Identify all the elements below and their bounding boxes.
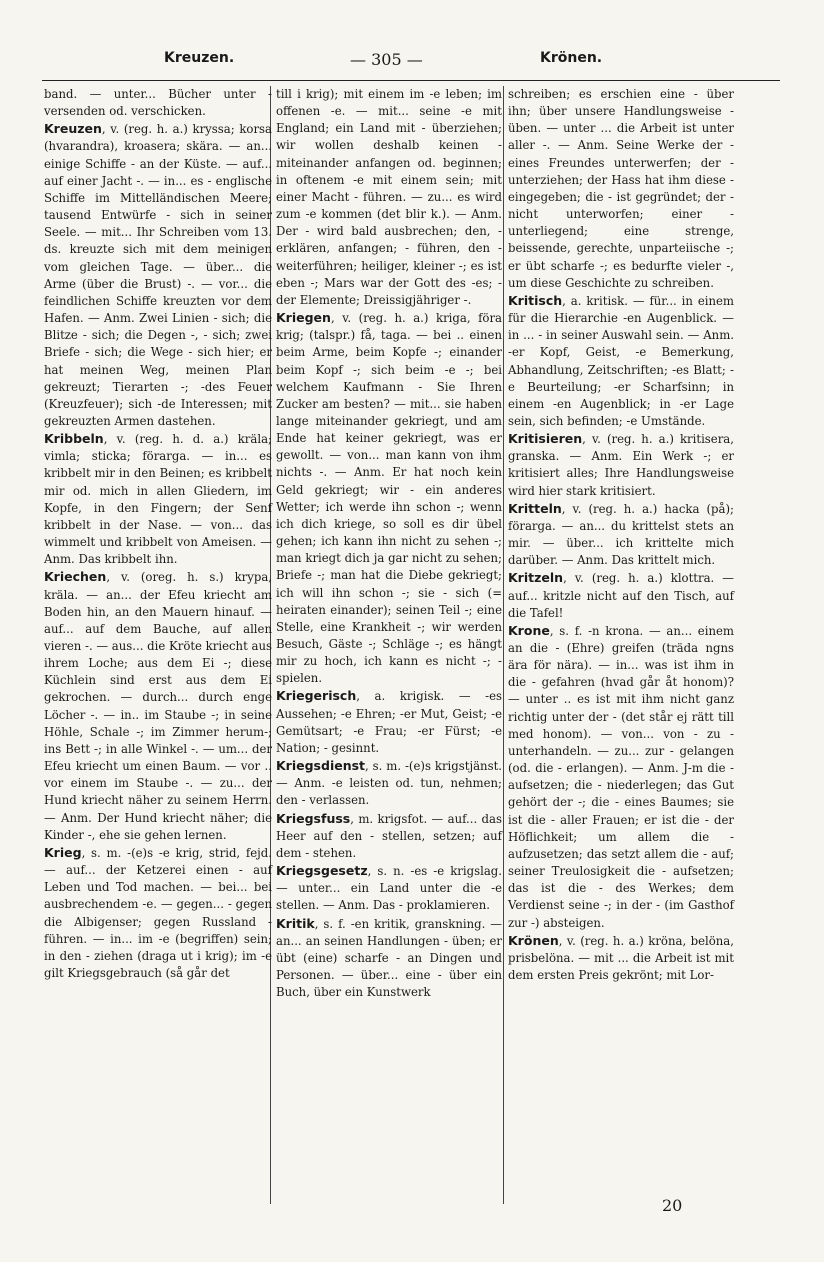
- headword: Kritik: [276, 915, 315, 931]
- headword: Kribbeln: [44, 431, 104, 447]
- entry: Kritisch, a. kritisk. — für... in einem für die Hierarchie -en Augenblick. — in ... - in seiner Auswahl sein. — Anm. -er Kopf, Geist, -e Bemerkung, Abhandlung, Zeitschriften; -es Blatt; -e Beurteilung; -er Scharfsinn; in einem -en Augenblick; in -er Lage sein, sich befinden; -e Umstände.: [508, 292, 734, 428]
- headword: Kriegsfuss: [276, 810, 351, 826]
- entry: Krieg, s. m. -(e)s -e krig, strid, fejd. — auf... der Ketzerei einen - auf Leben und Tod machen. — bei... bei ausbrechendem -e. — gegen... - gegen die Albigenser; gegen Russland - führen. — in... im -e (begriffen) sein; in den - ziehen (draga ut i krig); im -e gilt Kriegsgebrauch (så går det: [44, 844, 272, 980]
- column-1: [44, 86, 272, 982]
- page-header: [40, 50, 780, 76]
- column-3: [508, 86, 734, 984]
- entry: Kriegerisch, a. krigisk. — -es Aussehen; -e Ehren; -er Mut, Geist; -e Gemütsart; -e Frau; -er Fürst; -e Nation; - gesinnt.: [276, 688, 502, 755]
- headword: Krone: [508, 622, 550, 638]
- headword: Kriechen: [44, 569, 107, 585]
- headword: Krönen: [508, 932, 559, 948]
- entry: Kriegsdienst, s. m. -(e)s krigstjänst. — Anm. -e leisten od. tun, nehmen; den - verlassen.: [276, 758, 502, 808]
- entry: Kritik, s. f. -en kritik, granskning. — an... an seinen Handlungen - üben; er übt (eine) scharfe - an Dingen und Personen. — über... eine - über ein Buch, über ein Kunstwerk: [276, 915, 502, 1000]
- headword: Krieg: [44, 844, 82, 860]
- entry: Kriechen, v. (oreg. h. s.) krypa, kräla. — an... der Efeu kriecht am Boden hin, an den Mauern hinauf. — auf... auf dem Bauche, auf allen vieren -. — aus... die Kröte kriecht aus ihrem Loche; aus dem Ei -; diese Küchlein sind erst aus dem Ei gekrochen. — durch... durch enge Löcher -. — in.. im Staube -; in seine Höhle, Schale -; im Zimmer herum-; ins Bett -; in alle Winkel -. — um... der Efeu kriecht um einen Baum. — vor .. vor einem im Staube -. — zu... der Hund kriecht näher zu seinem Herrn. — Anm. Der Hund kriecht näher; die Kinder -, ehe sie gehen lernen.: [44, 569, 272, 842]
- entry: Kritteln, v. (reg. h. a.) hacka (på); förarga. — an... du krittelst stets an mir. — über... ich krittelte mich darüber. — Anm. Das krittelt mich.: [508, 500, 734, 568]
- headword: Kritteln: [508, 500, 562, 516]
- signature-mark: 20: [662, 1196, 683, 1215]
- headword: Kriegen: [276, 310, 331, 326]
- page-number: — 305 —: [350, 50, 423, 69]
- column-2: [276, 86, 502, 1001]
- entry: Krönen, v. (reg. h. a.) kröna, belöna, prisbelöna. — mit ... die Arbeit ist mit dem ersten Preis gekrönt; mit Lor-: [508, 932, 734, 982]
- headword: Kriegsgesetz: [276, 863, 368, 879]
- headword: Kreuzen: [44, 121, 102, 137]
- headword: Kritisieren: [508, 431, 583, 447]
- column-divider: [503, 86, 504, 1204]
- headword: Kritzeln: [508, 570, 564, 586]
- entry: till i krig); mit einem im -e leben; im offenen -e. — mit... seine -e mit England; ein Land mit - überziehen; wir wollen deshalb keinen - miteinander anfangen od. beginnen; in oftenem -e mit einem sein; mit einer Macht - führen. — zu... es wird zum -e kommen (det blir k.). — Anm. Der - wird bald ausbrechen; den, - erklären, anfangen; - führen, den - weiterführen; heiliger, kleiner -; es ist eben -; Mars war der Gott des -es; - der Elemente; Dreissigjähriger -.: [276, 87, 502, 307]
- headword: Kritisch: [508, 292, 563, 308]
- header-left-keyword: Kreuzen.: [164, 50, 235, 66]
- entry: Krone, s. f. -n krona. — an... einem an die - (Ehre) greifen (träda ngns ära för nära). — in... was ist ihm in die - gefahren (hvad går åt honom)? — unter .. es ist mit ihm nicht ganz richtig unter der - (det står ej rätt till med honom). — von... von - zu - unterhandeln. — zu... zur - gelangen (od. die - erlangen). — Anm. J-m die - aufsetzen; die - niederlegen; das Gut gehört der -; die - eines Baumes; sie ist die - aller Frauen; er ist die - der Höflichkeit; um allem die - aufzusetzen; das setzt allem die - auf; seiner Treulosigkeit die - aufsetzen; das ist die - des Werkes; dem Verdienst seine -; in der - (im Gasthof zur -) absteigen.: [508, 622, 734, 930]
- entry: Kriegen, v. (reg. h. a.) kriga, föra krig; (talspr.) få, taga. — bei .. einen beim Arme, beim Kopfe -; einander beim Kopf -; sich beim -e -; bei welchem Kaufmann - Sie Ihren Zucker am besten? — mit... sie haben lange miteinander gekriegt, und am Ende hat keiner gekriegt, was er gewollt. — von... man kann von ihm nichts -. — Anm. Er hat noch kein Geld gekriegt; wir - ein anderes Wetter; ich werde ihn schon -; wenn ich dich kriege, so soll es dir übel gehen; ich kann ihn nicht zu sehen -; man kriegt dich ja gar nicht zu sehen; Briefe -; man hat die Diebe gekriegt; ich will ihn schon -; sie - sich (= heiraten einander); seinen Teil -; eine Stelle, eine Krankheit -; wir werden Besuch, Gäste -; Schläge -; es hängt mir zu hoch, ich kann es nicht -; - spielen.: [276, 310, 502, 686]
- entry: Kriegsgesetz, s. n. -es -e krigslag. — unter... ein Land unter die -e stellen. — Anm. Das - proklamieren.: [276, 863, 502, 913]
- entry: band. — unter... Bücher unter - versenden od. verschicken.: [44, 87, 272, 119]
- header-rule: [42, 80, 780, 81]
- headword: Kriegsdienst: [276, 758, 366, 774]
- entry: Kritisieren, v. (reg. h. a.) kritisera, granska. — Anm. Ein Werk -; er kritisiert alles; Ihre Handlungsweise wird hier stark kritisiert.: [508, 431, 734, 498]
- entry: Kritzeln, v. (reg. h. a.) klottra. — auf... kritzle nicht auf den Tisch, auf die Tafel!: [508, 570, 734, 620]
- header-right-keyword: Krönen.: [540, 50, 603, 66]
- headword: Kriegerisch: [276, 688, 357, 704]
- entry: schreiben; es erschien eine - über ihn; über unsere Handlungsweise - üben. — unter ... die Arbeit ist unter aller -. — Anm. Seine Werke der - eines Freundes unterwerfen; der - unterziehen; der Hass hat ihm diese - eingegeben; die - ist gegründet; der - nicht unterworfen; einer - unterliegend; eine strenge, beissende, gerechte, unparteiische -; er übt scharfe -; es bedurfte vieler -, um diese Geschichte zu schreiben.: [508, 87, 734, 290]
- entry: Kribbeln, v. (reg. h. d. a.) kräla; vimla; sticka; förarga. — in... es kribbelt mir in den Beinen; es kribbelt mir od. mich in allen Gliedern, im Kopfe, in den Fingern; der Senf kribbelt in der Nase. — von... das wimmelt und kribbelt von Ameisen. — Anm. Das kribbelt ihn.: [44, 431, 272, 567]
- entry: Kriegsfuss, m. krigsfot. — auf... das Heer auf den - stellen, setzen; auf dem - stehen.: [276, 810, 502, 860]
- entry: Kreuzen, v. (reg. h. a.) kryssa; korsa (hvarandra), kroasera; skära. — an... einige Schiffe - an der Küste. — auf... auf einer Jacht -. — in... es - englische Schiffe im Mittelländischen Meere; tausend Entwürfe - sich in seiner Seele. — mit... Ihr Schreiben vom 13. ds. kreuzte sich mit dem meinigen vom gleichen Tage. — über... die Arme (über die Brust) -. — vor... die feindlichen Schiffe kreuzten vor dem Hafen. — Anm. Zwei Linien - sich; die Blitze - sich; die Degen -, - sich; zwei Briefe - sich; die Wege - sich hier; er hat meinen Weg, meinen Plan gekreuzt; Tierarten -; -des Feuer (Kreuzfeuer); sich -de Interessen; mit gekreuzten Armen dastehen.: [44, 121, 272, 428]
